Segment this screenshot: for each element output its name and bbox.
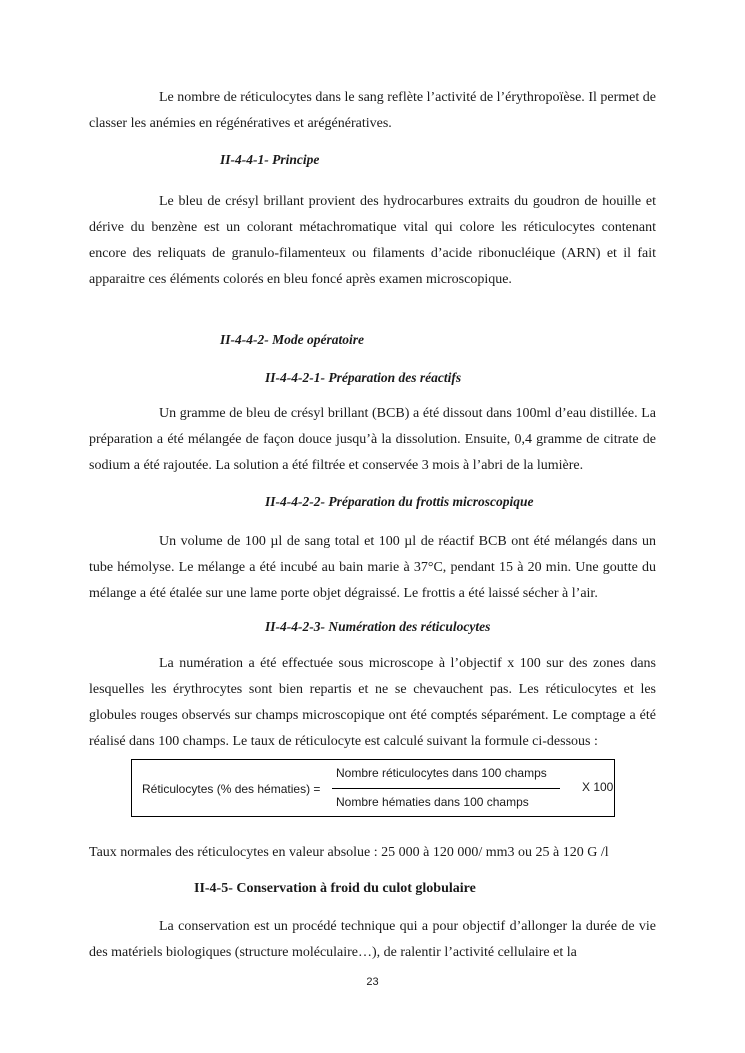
- paragraph-intro: Le nombre de réticulocytes dans le sang reflète l’activité de l’érythropoïèse. Il permet de classer les anémies en régénératives et arégénératives.: [89, 90, 656, 131]
- paragraph-numeration: La numération a été effectuée sous microscope à l’objectif x 100 sur des zones dans lesquelles les érythrocytes sont bien repartis et ne se chevauchent pas. Les réticulocytes et les globules rouges observés sur champs microscopique ont été comptés séparément. Le comptage a été réalisé dans 100 champs. Le taux de réticulocyte est calculé suivant la formule ci-dessous :: [89, 656, 656, 749]
- heading-mode-operatoire: II-4-4-2- Mode opératoire: [220, 332, 364, 347]
- heading-preparation-frottis: II-4-4-2-2- Préparation du frottis microscopique: [265, 494, 534, 509]
- heading-numeration: II-4-4-2-3- Numération des réticulocytes: [265, 619, 491, 634]
- heading-principe: II-4-4-1- Principe: [220, 152, 320, 167]
- formula-fraction-bar: [332, 788, 560, 789]
- formula-denominator: Nombre hématies dans 100 champs: [336, 795, 529, 809]
- paragraph-reactifs: Un gramme de bleu de crésyl brillant (BCB) a été dissout dans 100ml d’eau distillée. La préparation a été mélangée de façon douce jusqu’à la dissolution. Ensuite, 0,4 gramme de citrate de sodium a été rajoutée. La solution a été filtrée et conservée 3 mois à l’abri de la lumière.: [89, 406, 656, 473]
- formula-box: [131, 759, 615, 817]
- heading-preparation-reactifs: II-4-4-2-1- Préparation des réactifs: [265, 370, 462, 385]
- paragraph-conservation: La conservation est un procédé technique qui a pour objectif d’allonger la durée de vie des matériels biologiques (structure moléculaire…), de ralentir l’activité cellulaire et la: [89, 919, 656, 960]
- formula-numerator: Nombre réticulocytes dans 100 champs: [336, 766, 547, 780]
- formula-label: Réticulocytes (% des hématies) =: [142, 782, 321, 796]
- paragraph-principe: Le bleu de crésyl brillant provient des hydrocarbures extraits du goudron de houille et dérive du benzène est un colorant métachromatique vital qui colore les réticulocytes contenant encore des reliquats de granulo-filamenteux ou filaments d’acide ribonucléique (ARN) et il fait apparaitre ces éléments colorés en bleu foncé après examen microscopique.: [89, 194, 656, 287]
- paragraph-taux-normales: Taux normales des réticulocytes en valeur absolue : 25 000 à 120 000/ mm3 ou 25 à 120 G /l: [89, 845, 609, 860]
- heading-conservation: II-4-5- Conservation à froid du culot globulaire: [194, 881, 476, 896]
- paragraph-frottis: Un volume de 100 µl de sang total et 100 µl de réactif BCB ont été mélangés dans un tube hémolyse. Le mélange a été incubé au bain marie à 37°C, pendant 15 à 20 min. Une goutte du mélange a été étalée sur une lame porte objet dégraissé. Le frottis a été laissé sécher à l’air.: [89, 534, 656, 601]
- formula-multiplier: X 100: [582, 780, 614, 794]
- page-number: 23: [366, 976, 379, 988]
